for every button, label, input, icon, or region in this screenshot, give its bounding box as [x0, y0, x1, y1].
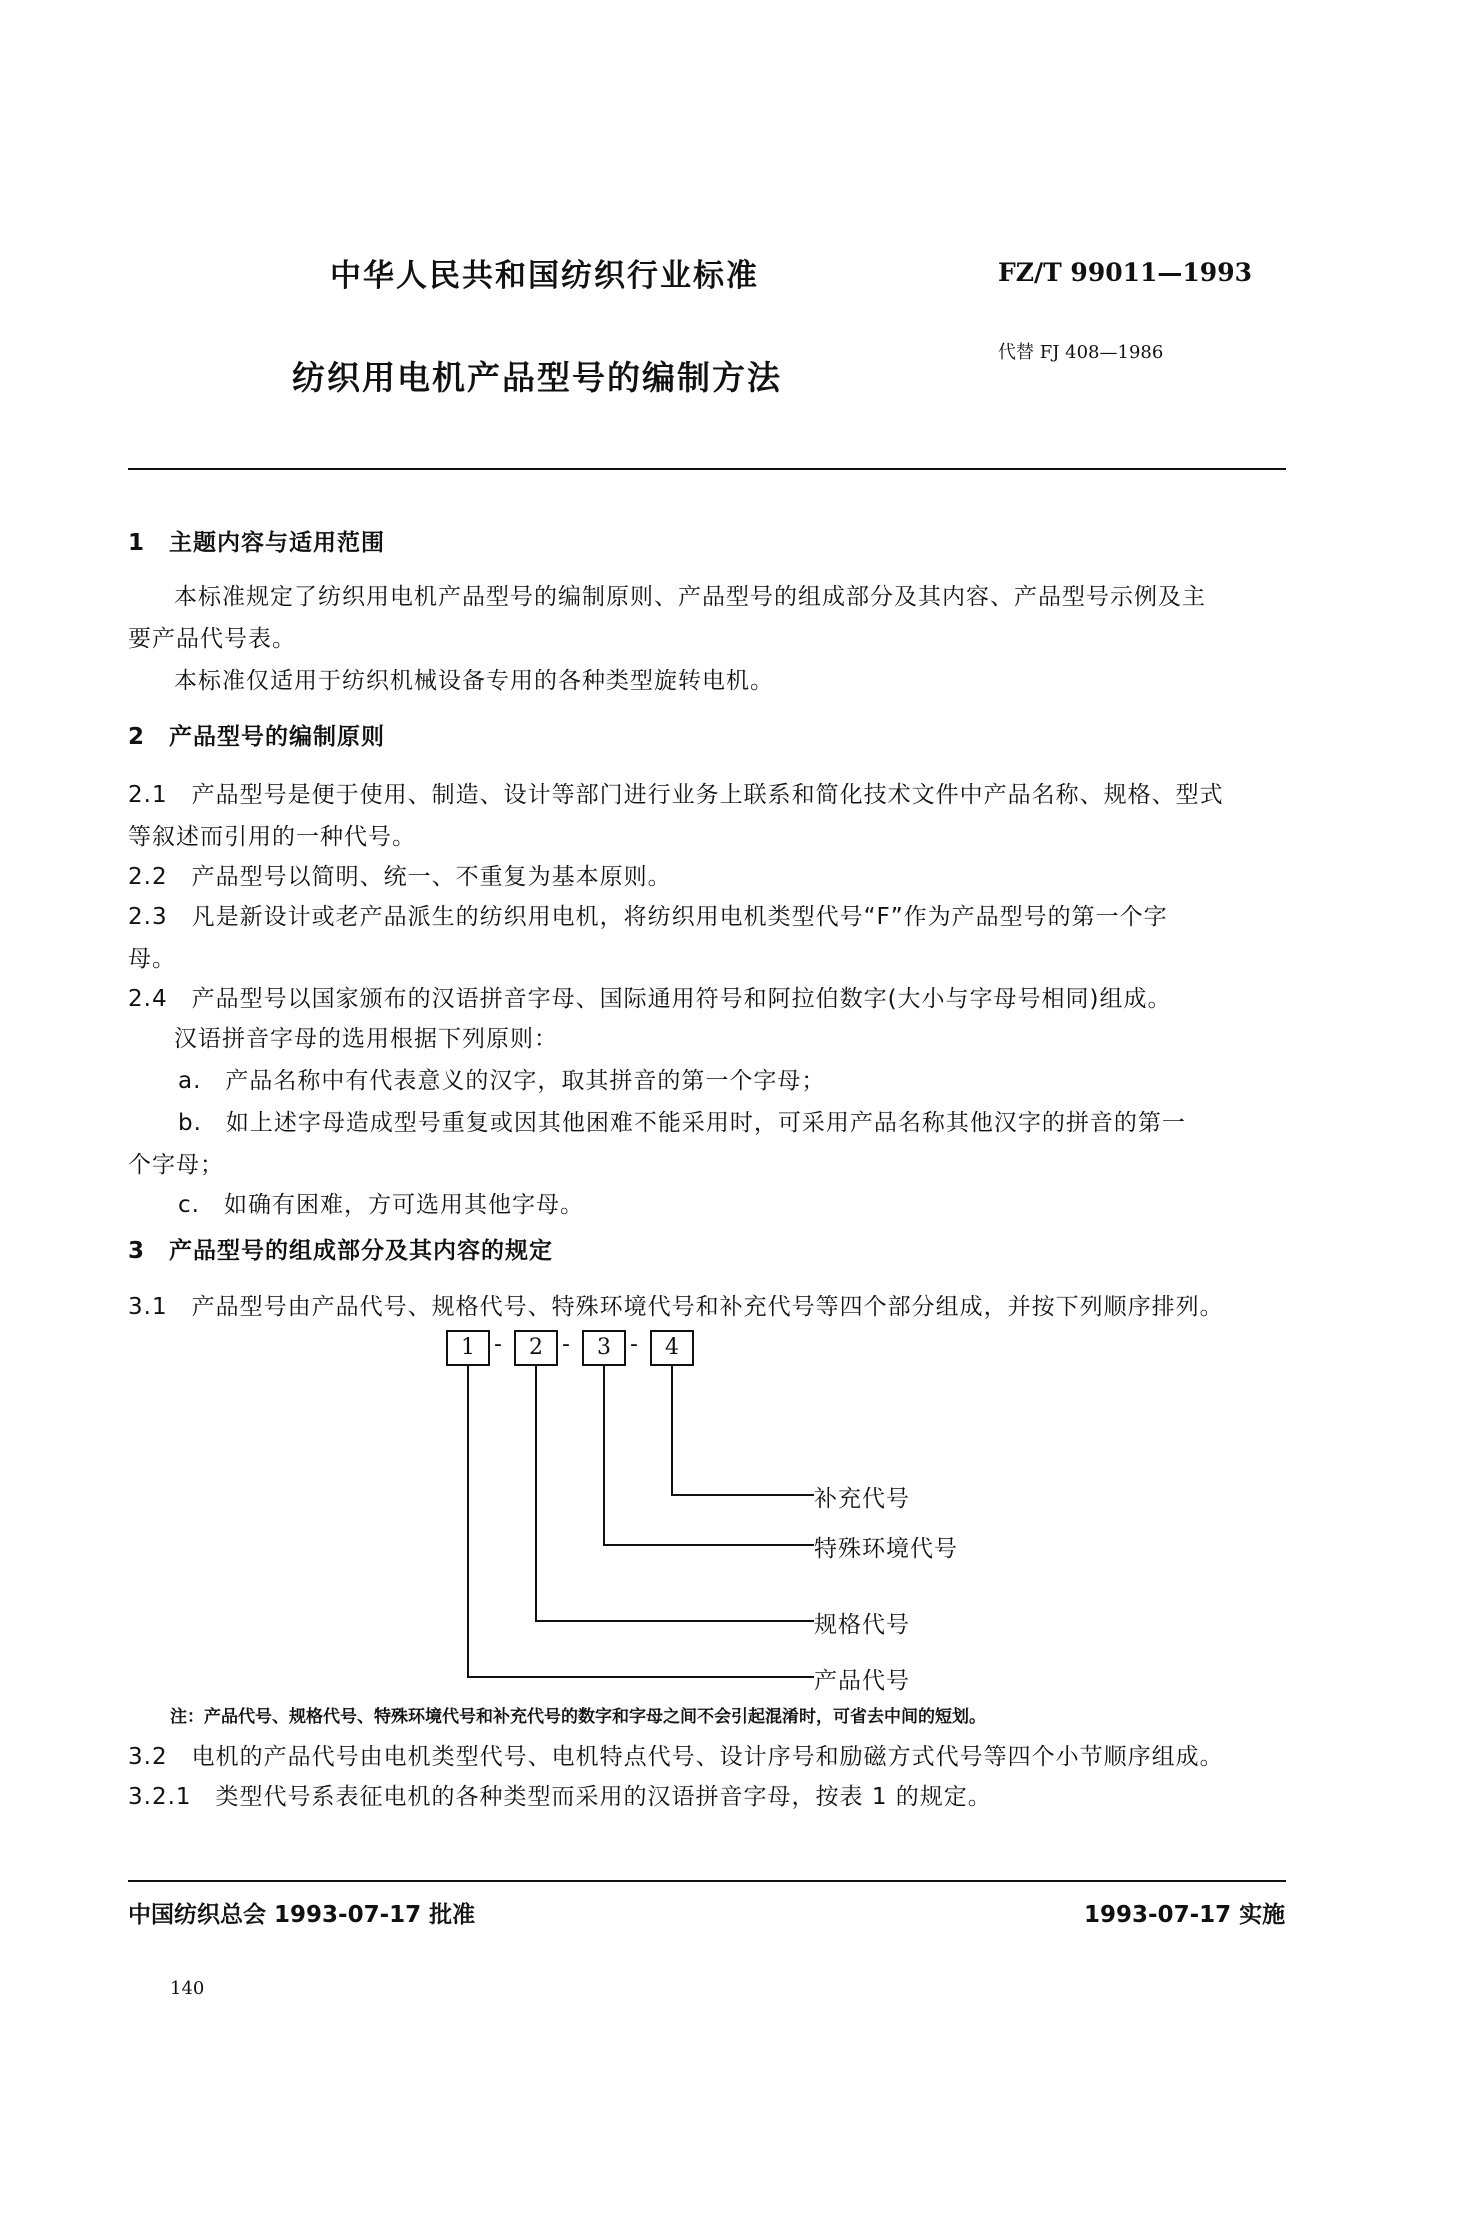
label-special-environment-code: 特殊环境代号: [814, 1536, 958, 1562]
diagram-separator: -: [494, 1332, 502, 1357]
org-title: 中华人民共和国纺织行业标准: [330, 258, 759, 294]
diagram-box-1: 1: [446, 1330, 490, 1366]
leader-line-2-horizontal: [535, 1620, 814, 1622]
standard-number: FZ/T 99011—1993: [998, 258, 1252, 287]
clause-3-2: 3.2 电机的产品代号由电机类型代号、电机特点代号、设计序号和励磁方式代号等四个小节顺序组成。: [128, 1744, 1224, 1770]
diagram-box-2: 2: [514, 1330, 558, 1366]
clause-3-2-1: 3.2.1 类型代号系表征电机的各种类型而采用的汉语拼音字母，按表 1 的规定。: [128, 1784, 992, 1810]
label-supplement-code: 补充代号: [814, 1486, 910, 1512]
clause-item-c: c. 如确有困难，方可选用其他字母。: [178, 1192, 584, 1218]
clause-2-4: 2.4 产品型号以国家颁布的汉语拼音字母、国际通用符号和阿拉伯数字(大小与字母号相同)组成。: [128, 986, 1172, 1012]
clause-3-1: 3.1 产品型号由产品代号、规格代号、特殊环境代号和补充代号等四个部分组成，并按下列顺序排列。: [128, 1294, 1224, 1320]
document-title: 纺织用电机产品型号的编制方法: [292, 358, 782, 397]
leader-line-3-horizontal: [603, 1544, 814, 1546]
clause-2-4-intro: 汉语拼音字母的选用根据下列原则：: [174, 1026, 558, 1052]
label-specification-code: 规格代号: [814, 1612, 910, 1638]
leader-line-4: [671, 1366, 673, 1496]
section-2-heading: 2 产品型号的编制原则: [128, 724, 386, 750]
clause-2-1a: 2.1 产品型号是便于使用、制造、设计等部门进行业务上联系和简化技术文件中产品名称、规格、型式: [128, 782, 1224, 808]
clause-2-1b: 等叙述而引用的一种代号。: [128, 824, 416, 850]
diagram-separator: -: [562, 1332, 570, 1357]
clause-item-a: a. 产品名称中有代表意义的汉字，取其拼音的第一个字母；: [178, 1068, 826, 1094]
section-1-paragraph-2: 本标准仅适用于纺织机械设备专用的各种类型旋转电机。: [174, 668, 774, 694]
clause-2-2: 2.2 产品型号以简明、统一、不重复为基本原则。: [128, 864, 672, 890]
diagram-box-4: 4: [650, 1330, 694, 1366]
clause-item-b-line2: 个字母；: [128, 1152, 224, 1178]
diagram-separator: -: [630, 1332, 638, 1357]
section-1-paragraph-1a: 本标准规定了纺织用电机产品型号的编制原则、产品型号的组成部分及其内容、产品型号示例及主: [174, 584, 1206, 610]
section-3-heading: 3 产品型号的组成部分及其内容的规定: [128, 1238, 554, 1264]
clause-2-3a: 2.3 凡是新设计或老产品派生的纺织用电机，将纺织用电机类型代号“F”作为产品型号的第一个字: [128, 904, 1168, 930]
footer-rule: [128, 1880, 1286, 1882]
leader-line-4-horizontal: [671, 1494, 814, 1496]
leader-line-2: [535, 1366, 537, 1622]
leader-line-3: [603, 1366, 605, 1546]
diagram-note: 注：产品代号、规格代号、特殊环境代号和补充代号的数字和字母之间不会引起混淆时，可省去中间的短划。: [170, 1707, 986, 1727]
effective-date: 1993-07-17 实施: [1084, 1902, 1286, 1928]
section-1-heading: 1 主题内容与适用范围: [128, 530, 386, 556]
approval-line: 中国纺织总会 1993-07-17 批准: [128, 1902, 476, 1928]
page-number: 140: [170, 1978, 205, 1999]
header-rule: [128, 468, 1286, 470]
clause-2-3b: 母。: [128, 946, 176, 972]
section-1-paragraph-1b: 要产品代号表。: [128, 626, 296, 652]
leader-line-1-horizontal: [467, 1676, 814, 1678]
diagram-box-3: 3: [582, 1330, 626, 1366]
replaces-standard: 代替 FJ 408—1986: [998, 342, 1164, 363]
leader-line-1: [467, 1366, 469, 1678]
label-product-code: 产品代号: [814, 1668, 910, 1694]
clause-item-b-line1: b. 如上述字母造成型号重复或因其他困难不能采用时，可采用产品名称其他汉字的拼音的第一: [178, 1110, 1186, 1136]
